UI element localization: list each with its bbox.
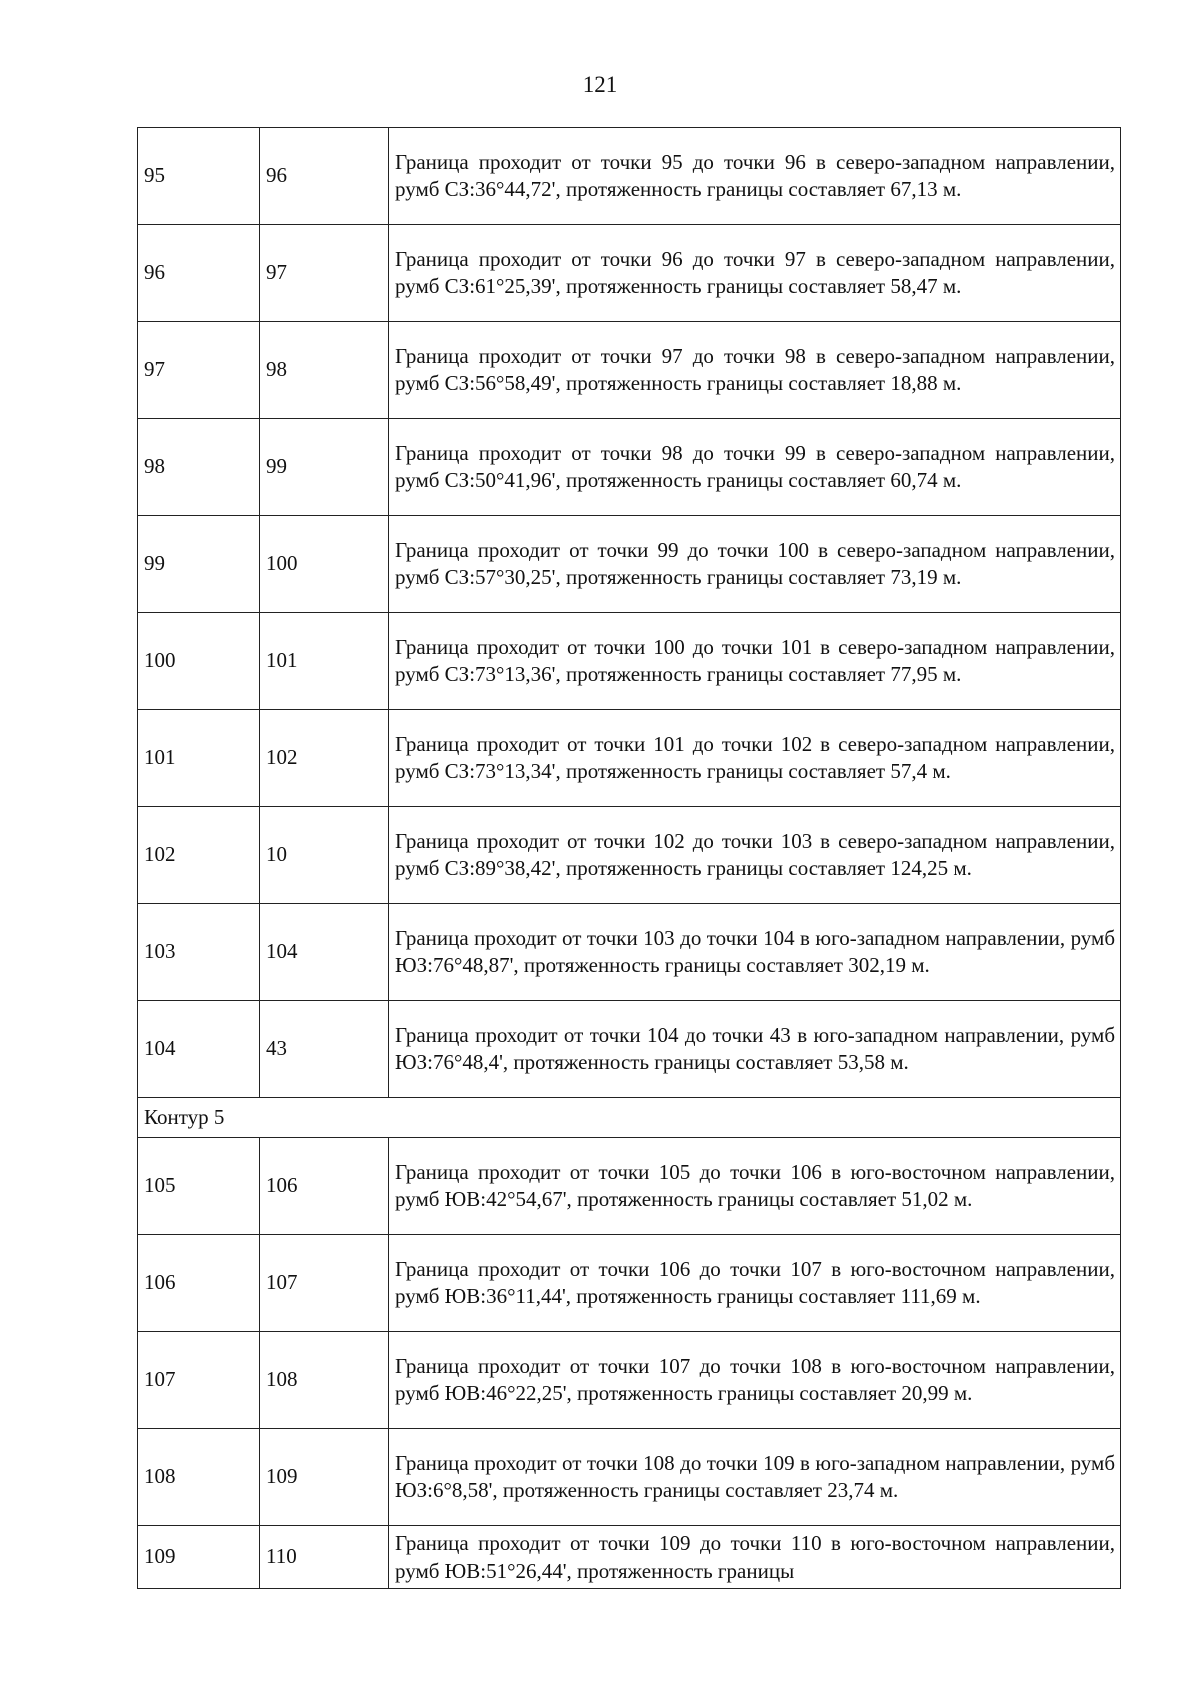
- from-point-cell: 102: [138, 807, 260, 904]
- table-row: [138, 1235, 1121, 1332]
- boundary-description-cell: Граница проходит от точки 106 до точки 107 в юго-восточном направлении, румб ЮВ:36°11,44', протяженность границы составляет 111,69 м.: [389, 1235, 1121, 1332]
- table-row: [138, 1001, 1121, 1098]
- table-row: [138, 1332, 1121, 1429]
- from-point-cell: 101: [138, 710, 260, 807]
- table-body: [138, 128, 1121, 1589]
- boundary-description-cell: Граница проходит от точки 100 до точки 101 в северо-западном направлении, румб СЗ:73°13,36', протяженность границы составляет 77,95 м.: [389, 613, 1121, 710]
- section-label: Контур 5: [138, 1098, 1121, 1138]
- to-point-cell: 110: [260, 1526, 389, 1589]
- from-point-cell: 95: [138, 128, 260, 225]
- table-row: [138, 1526, 1121, 1589]
- to-point-cell: 101: [260, 613, 389, 710]
- table-row: [138, 710, 1121, 807]
- boundary-description-cell: Граница проходит от точки 109 до точки 110 в юго-восточном направлении, румб ЮВ:51°26,44', протяженность границы: [389, 1526, 1121, 1589]
- table-row: [138, 225, 1121, 322]
- table-row: [138, 1429, 1121, 1526]
- from-point-cell: 98: [138, 419, 260, 516]
- boundary-description-cell: Граница проходит от точки 96 до точки 97 в северо-западном направлении, румб СЗ:61°25,39', протяженность границы составляет 58,47 м.: [389, 225, 1121, 322]
- table-row: [138, 128, 1121, 225]
- from-point-cell: 108: [138, 1429, 260, 1526]
- boundary-description-cell: Граница проходит от точки 98 до точки 99 в северо-западном направлении, румб СЗ:50°41,96', протяженность границы составляет 60,74 м.: [389, 419, 1121, 516]
- table-row: [138, 419, 1121, 516]
- table-row: [138, 1138, 1121, 1235]
- to-point-cell: 107: [260, 1235, 389, 1332]
- from-point-cell: 105: [138, 1138, 260, 1235]
- boundary-description-cell: Граница проходит от точки 101 до точки 102 в северо-западном направлении, румб СЗ:73°13,34', протяженность границы составляет 57,4 м.: [389, 710, 1121, 807]
- table-row: [138, 904, 1121, 1001]
- boundary-description-cell: Граница проходит от точки 108 до точки 109 в юго-западном направлении, румб ЮЗ:6°8,58', протяженность границы составляет 23,74 м.: [389, 1429, 1121, 1526]
- to-point-cell: 96: [260, 128, 389, 225]
- to-point-cell: 109: [260, 1429, 389, 1526]
- to-point-cell: 98: [260, 322, 389, 419]
- boundary-description-cell: Граница проходит от точки 95 до точки 96 в северо-западном направлении, румб СЗ:36°44,72', протяженность границы составляет 67,13 м.: [389, 128, 1121, 225]
- section-header-row: [138, 1098, 1121, 1138]
- from-point-cell: 96: [138, 225, 260, 322]
- to-point-cell: 97: [260, 225, 389, 322]
- boundary-description-cell: Граница проходит от точки 104 до точки 43 в юго-западном направлении, румб ЮЗ:76°48,4', протяженность границы составляет 53,58 м.: [389, 1001, 1121, 1098]
- from-point-cell: 97: [138, 322, 260, 419]
- from-point-cell: 109: [138, 1526, 260, 1589]
- from-point-cell: 100: [138, 613, 260, 710]
- to-point-cell: 100: [260, 516, 389, 613]
- to-point-cell: 108: [260, 1332, 389, 1429]
- to-point-cell: 10: [260, 807, 389, 904]
- page-number: 121: [582, 72, 618, 97]
- to-point-cell: 99: [260, 419, 389, 516]
- boundary-description-cell: Граница проходит от точки 97 до точки 98 в северо-западном направлении, румб СЗ:56°58,49', протяженность границы составляет 18,88 м.: [389, 322, 1121, 419]
- from-point-cell: 107: [138, 1332, 260, 1429]
- from-point-cell: 104: [138, 1001, 260, 1098]
- to-point-cell: 104: [260, 904, 389, 1001]
- from-point-cell: 106: [138, 1235, 260, 1332]
- to-point-cell: 106: [260, 1138, 389, 1235]
- table-row: [138, 322, 1121, 419]
- to-point-cell: 43: [260, 1001, 389, 1098]
- boundary-description-cell: Граница проходит от точки 107 до точки 108 в юго-восточном направлении, румб ЮВ:46°22,25', протяженность границы составляет 20,99 м.: [389, 1332, 1121, 1429]
- boundary-description-cell: Граница проходит от точки 105 до точки 106 в юго-восточном направлении, румб ЮВ:42°54,67', протяженность границы составляет 51,02 м.: [389, 1138, 1121, 1235]
- boundary-description-cell: Граница проходит от точки 103 до точки 104 в юго-западном направлении, румб ЮЗ:76°48,87', протяженность границы составляет 302,19 м.: [389, 904, 1121, 1001]
- from-point-cell: 103: [138, 904, 260, 1001]
- table-row: [138, 613, 1121, 710]
- table-row: [138, 516, 1121, 613]
- boundary-table: [137, 127, 1121, 1589]
- table-row: [138, 807, 1121, 904]
- boundary-description-cell: Граница проходит от точки 102 до точки 103 в северо-западном направлении, румб СЗ:89°38,42', протяженность границы составляет 124,25 м.: [389, 807, 1121, 904]
- to-point-cell: 102: [260, 710, 389, 807]
- boundary-description-cell: Граница проходит от точки 99 до точки 100 в северо-западном направлении, румб СЗ:57°30,25', протяженность границы составляет 73,19 м.: [389, 516, 1121, 613]
- from-point-cell: 99: [138, 516, 260, 613]
